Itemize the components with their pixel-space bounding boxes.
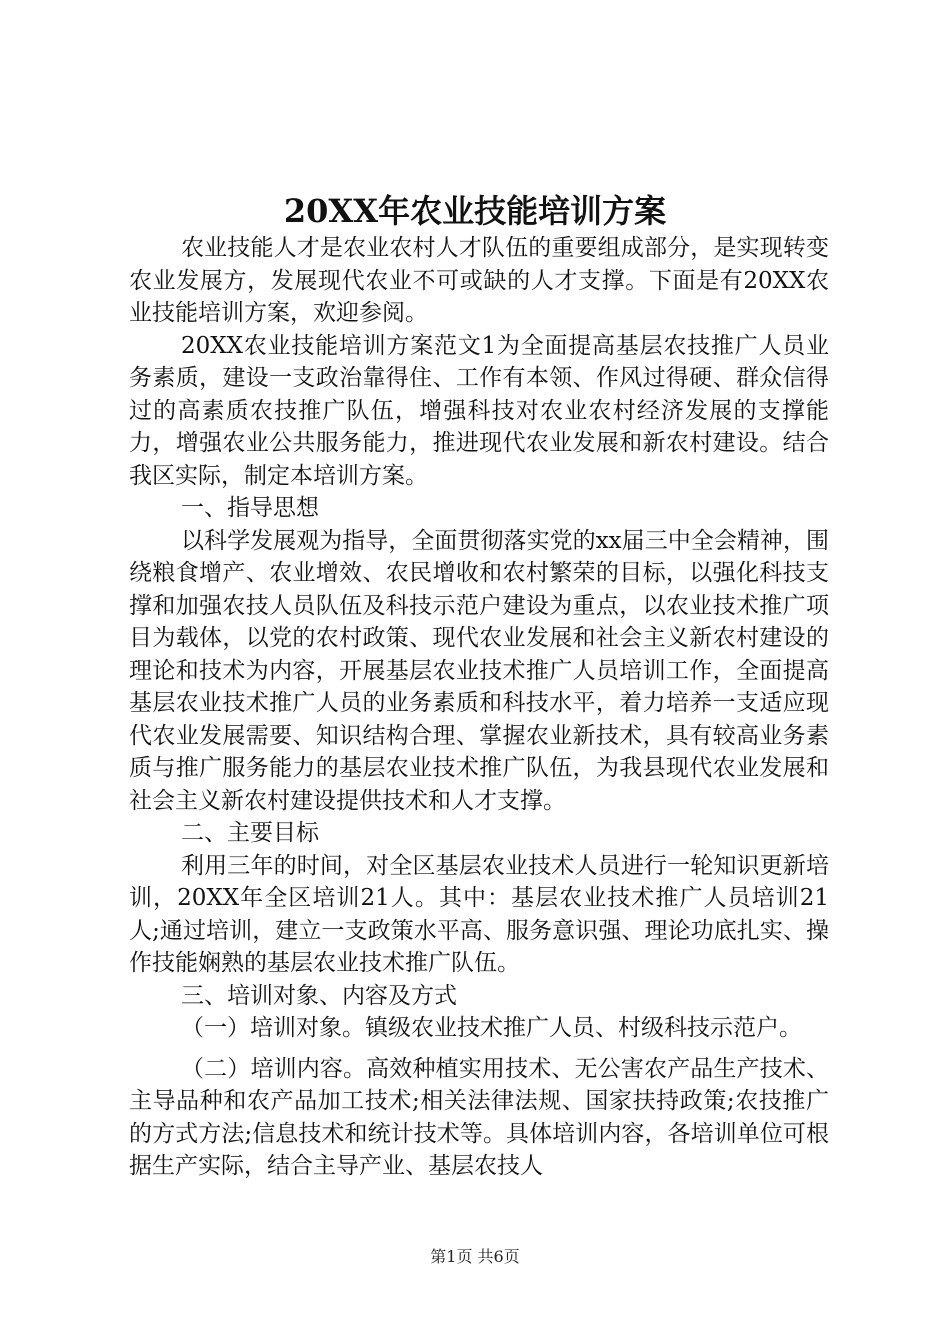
heading-main-goals: 二、主要目标 [181,820,319,846]
paragraph-fanwen: 20XX农业技能培训方案范文1为全面提高基层农技推广人员业务素质，建设一支政治靠得住、工作有本领、作风过得硬、群众信得过的高素质农技推广队伍，增强科技对农业农村经济发展的支撑能力，增强农业公共服务能力，推进现代农业发展和新农村建设。结合我区实际，制定本培训方案。 [129,332,829,489]
paragraph-training-targets: （一）培训对象。镇级农业技术推广人员、村级科技示范户。 [181,1015,802,1041]
document-title: 20XX年农业技能培训方案 [283,192,667,230]
heading-guiding-thought: 一、指导思想 [181,495,319,521]
document-body [129,232,829,1183]
paragraph-training-content: （二）培训内容。高效种植实用技术、无公害农产品生产技术、主导品种和农产品加工技术;相关法律法规、国家扶持政策;农技推广的方式方法;信息技术和统计技术等。具体培训内容，各培训单位可根据生产实际，结合主导产业、基层农技人 [129,1055,829,1179]
paragraph-main-goals: 利用三年的时间，对全区基层农业技术人员进行一轮知识更新培训，20XX年全区培训21人。其中：基层农业技术推广人员培训21人;通过培训，建立一支政策水平高、服务意识强、理论功底扎实、操作技能娴熟的基层农业技术推广队伍。 [129,852,829,976]
page-footer: 第1页 共6页 [430,1247,520,1266]
paragraph-intro: 农业技能人才是农业农村人才队伍的重要组成部分，是实现转变农业发展方，发展现代农业不可或缺的人才支撑。下面是有20XX农业技能培训方案，欢迎参阅。 [129,235,829,326]
heading-training-scope: 三、培训对象、内容及方式 [181,982,457,1009]
paragraph-guiding-thought: 以科学发展观为指导，全面贯彻落实党的xx届三中全会精神，围绕粮食增产、农业增效、农民增收和农村繁荣的目标，以强化科技支撑和加强农技人员队伍及科技示范户建设为重点，以农业技术推广项目为载体，以党的农村政策、现代农业发展和社会主义新农村建设的理论和技术为内容，开展基层农业技术推广人员培训工作，全面提高基层农业技术推广人员的业务素质和科技水平，着力培养一支适应现代农业发展需要、知识结构合理、掌握农业新技术，具有较高业务素质与推广服务能力的基层农业技术推广队伍，为我县现代农业发展和社会主义新农村建设提供技术和人才支撑。 [129,527,829,814]
